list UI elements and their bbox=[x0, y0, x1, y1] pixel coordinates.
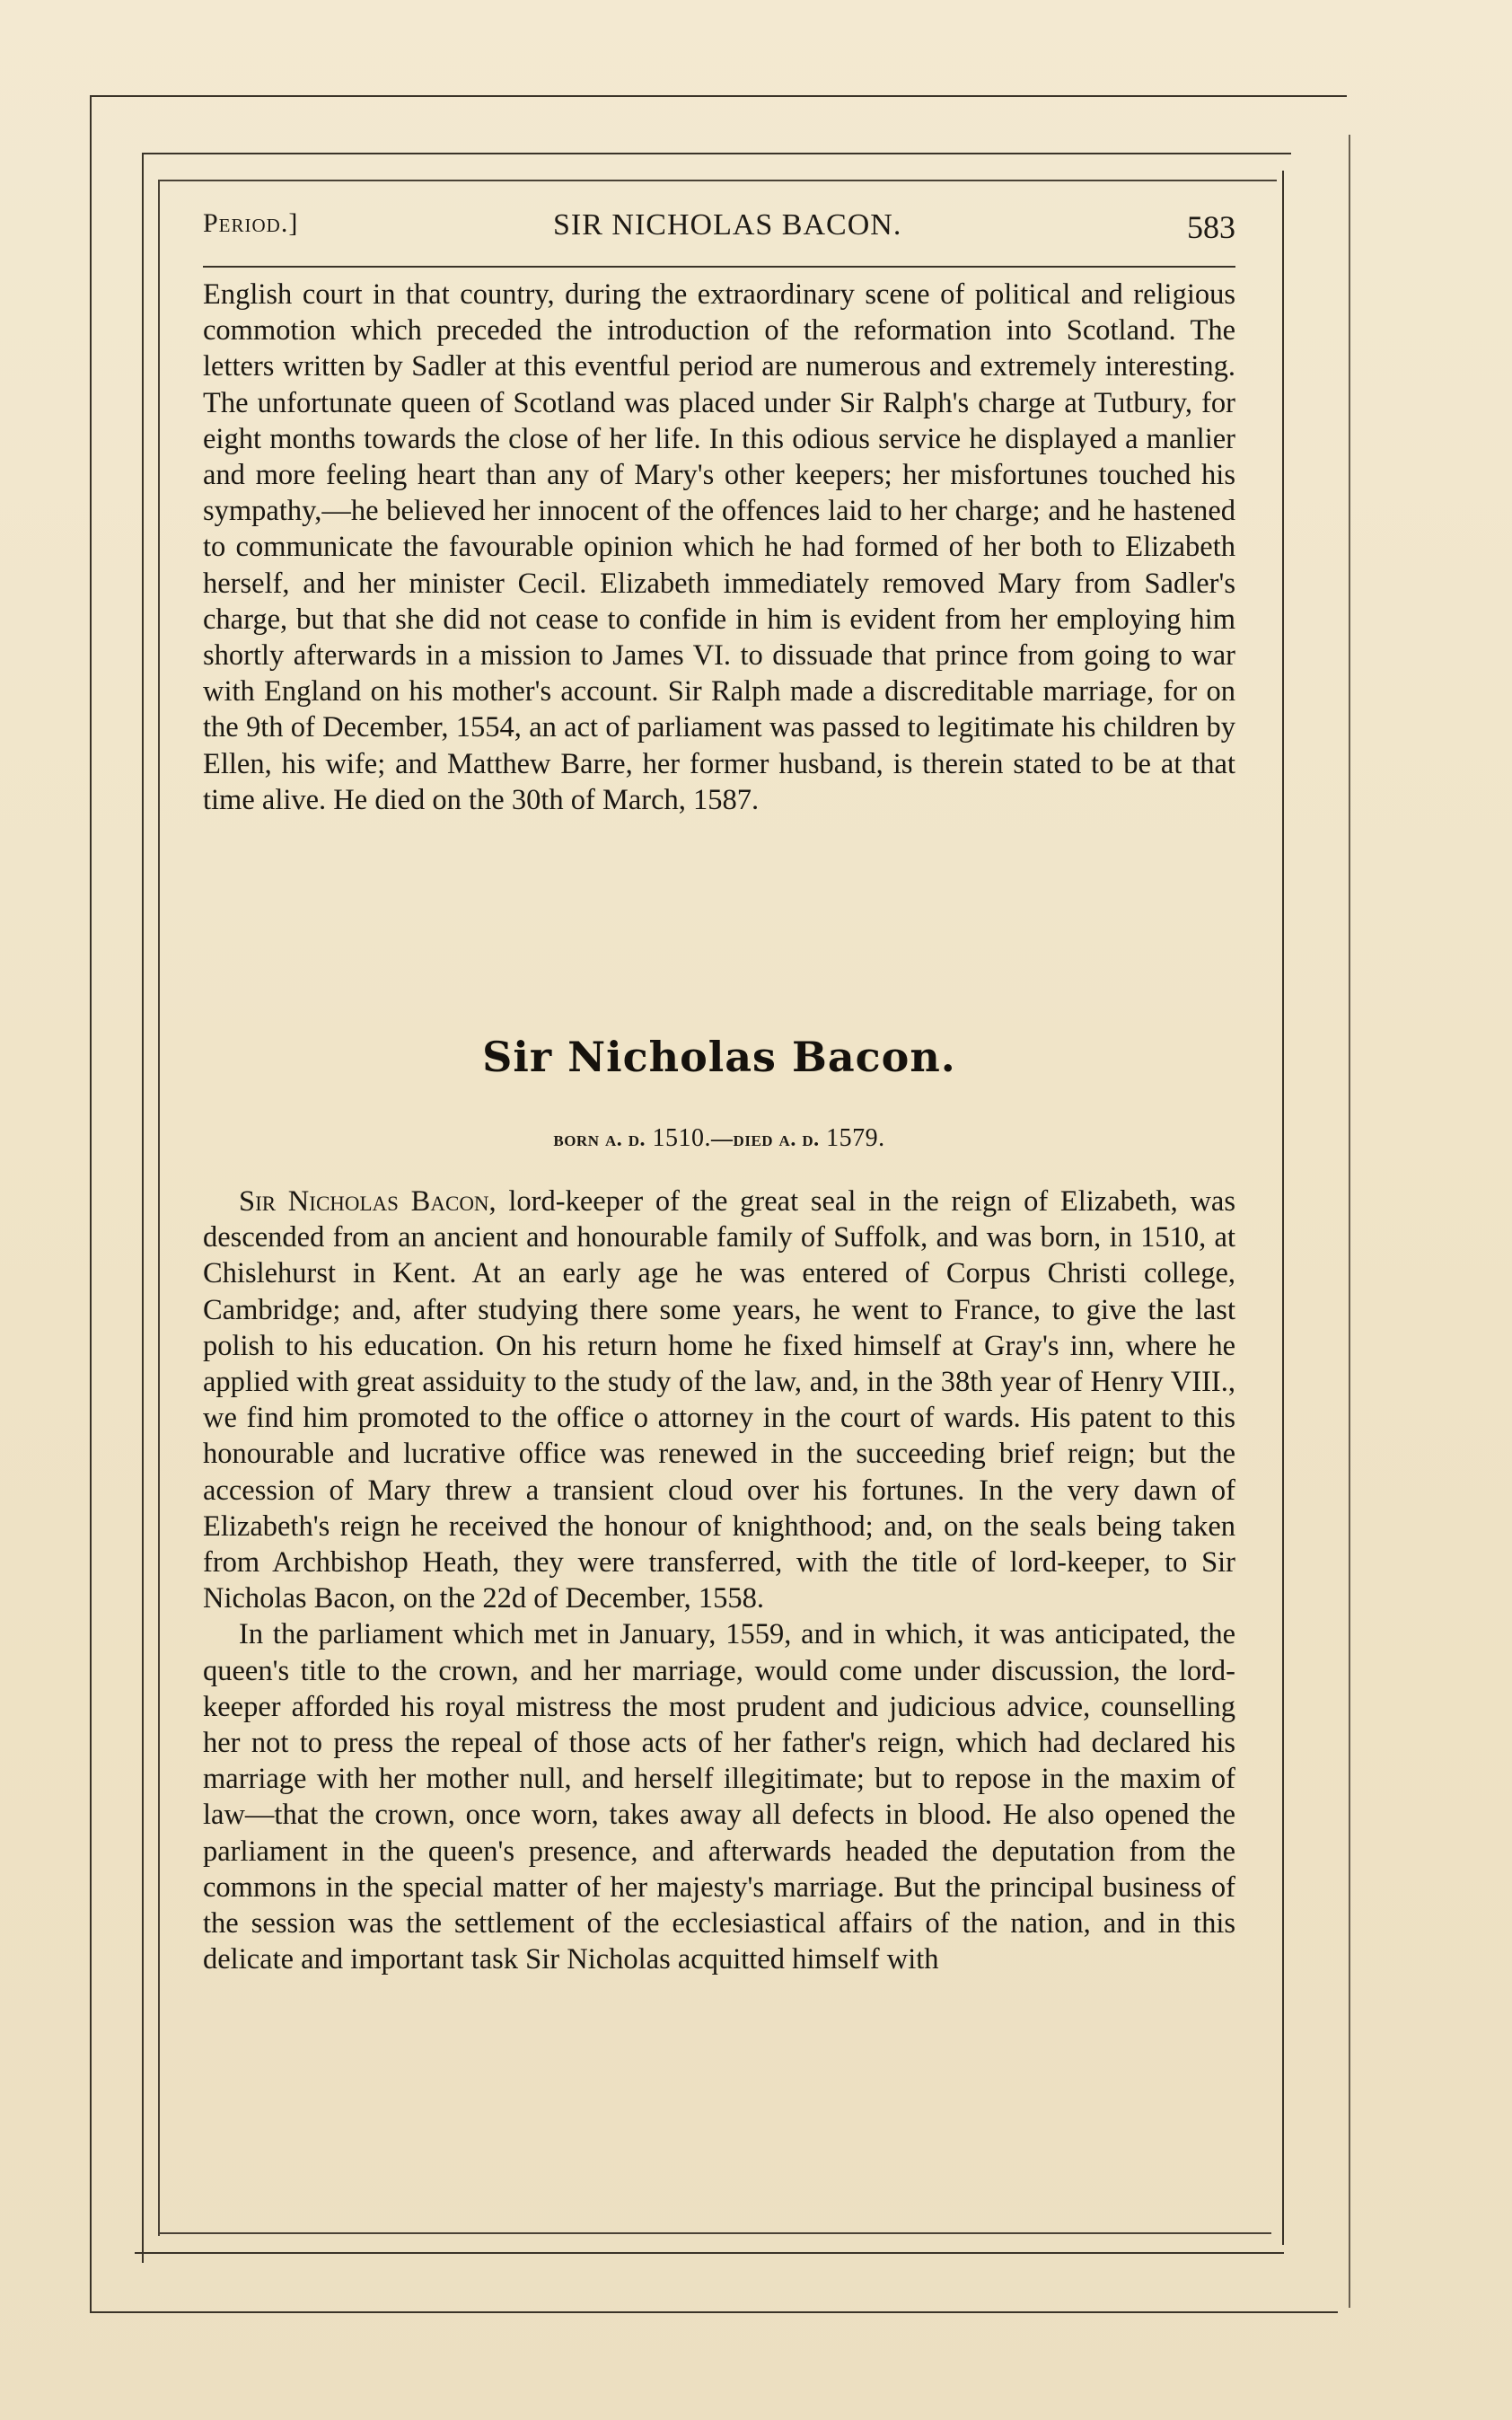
paragraph-1-text: lord-keeper of the great seal in the reign of Elizabeth, was descended from an ancient and honourable family of Suffolk, and was born, in 1510, at Chislehurst in Kent. At an early age he was entered of Corpus Christi college, Cambridge; and, after studying there some years, he went to France, to give the last polish to his education. On his return home he fixed himself at Gray's inn, where he applied with great assiduity to the study of the law, and, in the 38th year of Henry VIII., we find him promoted to the office o attorney in the court of wards. His patent to this honourable and lucrative office was renewed in the succeeding brief reign; but the accession of Mary threw a transient cloud over his fortunes. In the very dawn of Elizabeth's reign he received the honour of knighthood; and, on the seals being taken from Archbishop Heath, they were transferred, with the title of lord-keeper, to Sir Nicholas Bacon, on the 22d of December, 1558. bbox=[203, 1185, 1235, 1615]
frame-rule-top-outer bbox=[90, 95, 1347, 97]
running-head-section: Period.] bbox=[203, 208, 299, 238]
page-number: 583 bbox=[1187, 209, 1235, 245]
article-paragraph-1 bbox=[203, 1184, 1235, 1616]
lead-name: Sir Nicholas Bacon, bbox=[239, 1185, 497, 1218]
died-year: 1579. bbox=[826, 1124, 885, 1152]
continued-text-block bbox=[203, 277, 1235, 818]
article-dates bbox=[203, 1124, 1235, 1153]
article-heading: Sir Nicholas Bacon. bbox=[482, 1033, 956, 1081]
frame-rule-right-inner bbox=[1282, 171, 1284, 2245]
running-head-title: SIR NICHOLAS BACON. bbox=[553, 208, 902, 242]
continued-paragraph: English court in that country, during the extraordinary scene of political and religious commotion which preceded the introduction of the reformation into Scotland. The letters written by Sadler at this eventful period are numerous and extremely interesting. The unfortunate queen of Scotland was placed under Sir Ralph's charge at Tutbury, for eight months towards the close of her life. In this odious service he displayed a manlier and more feeling heart than any of Mary's other keepers; her misfortunes touched his sympathy,—he believed her innocent of the offences laid to her charge; and he hastened to communicate the favourable opinion which he had formed of her both to Elizabeth herself, and her minister Cecil. Elizabeth immediately removed Mary from Sadler's charge, but that she did not cease to confide in him is evident from her employing him shortly afterwards in a mission to James VI. to dissuade that prince from going to war with England on his mother's account. Sir Ralph made a discreditable marriage, for on the 9th of December, 1554, an act of parliament was passed to legitimate his children by Ellen, his wife; and Matthew Barre, her former husband, is therein stated to be at that time alive. He died on the 30th of March, 1587. bbox=[203, 278, 1235, 816]
frame-rule-bottom-inner bbox=[135, 2252, 1284, 2254]
frame-rule-left-outer bbox=[90, 95, 92, 2313]
article-paragraph-2: In the parliament which met in January, 1559, and in which, it was anticipated, the queen's title to the crown, and her marriage, would come under discussion, the lord-keeper afforded his royal mistress the most prudent and judicious advice, counselling her not to press the repeal of those acts of her father's reign, which had declared his marriage with her mother null, and herself illegitimate; but to repose in the maxim of law—that the crown, once worn, takes away all defects in blood. He also opened the parliament in the queen's presence, and afterwards headed the deputation from the commons in the special matter of her majesty's marriage. But the principal business of the session was the settlement of the ecclesiastical affairs of the nation, and in this delicate and important task Sir Nicholas acquitted himself with bbox=[203, 1618, 1235, 1976]
died-label: —died a. d. bbox=[711, 1128, 820, 1151]
frame-rule-left-inner bbox=[142, 153, 144, 2263]
header-rule bbox=[203, 266, 1235, 268]
frame-rule-left-innermost bbox=[158, 180, 160, 2236]
running-head bbox=[203, 208, 1235, 253]
born-label: born a. d. bbox=[553, 1128, 646, 1151]
frame-rule-bottom-innermost bbox=[158, 2232, 1271, 2234]
born-year: 1510. bbox=[652, 1124, 712, 1152]
frame-rule-right-outer bbox=[1349, 135, 1350, 2308]
frame-rule-top-inner bbox=[142, 153, 1291, 154]
article-body bbox=[203, 1184, 1235, 1977]
frame-rule-bottom-outer bbox=[90, 2311, 1338, 2313]
frame-rule-top-innermost bbox=[158, 180, 1277, 181]
